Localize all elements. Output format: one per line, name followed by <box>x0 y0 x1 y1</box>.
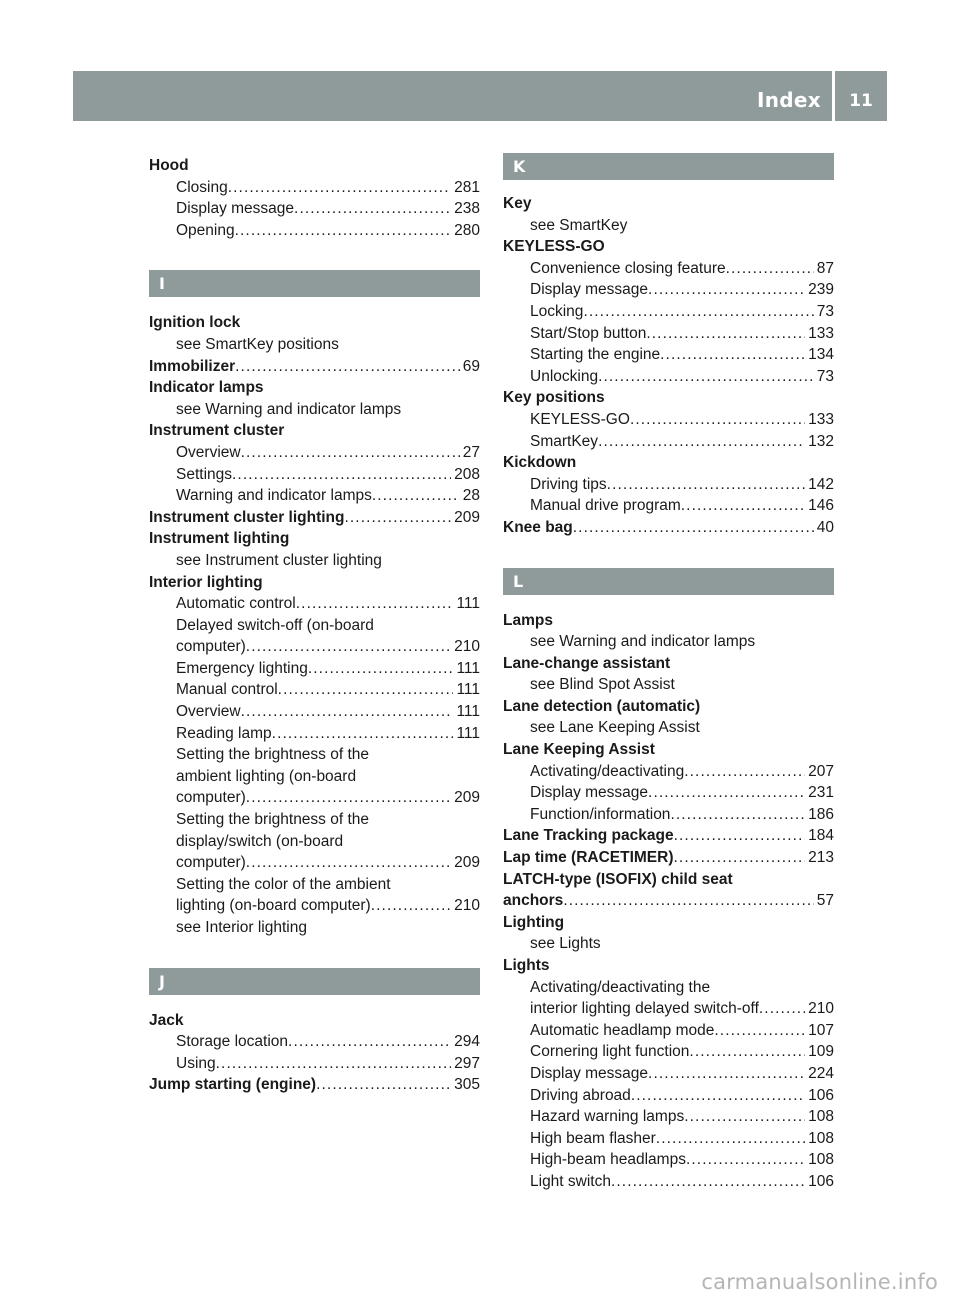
index-term <box>503 890 834 912</box>
subentry <box>503 804 834 826</box>
index-term <box>149 377 480 399</box>
entry-text: computer) <box>176 789 246 807</box>
dot-leader <box>686 1149 805 1171</box>
dot-leader <box>759 998 805 1020</box>
page-ref: 305 <box>454 1076 480 1094</box>
page-ref: 73 <box>816 367 834 385</box>
entry-text: Settings <box>176 465 233 483</box>
subentry <box>149 177 480 199</box>
cross-reference <box>503 717 834 739</box>
page-ref: 208 <box>454 465 480 483</box>
term-text: Lane-change assistant <box>503 654 671 672</box>
dot-leader <box>288 1031 451 1053</box>
subentry <box>503 258 834 280</box>
cross-reference <box>149 917 480 939</box>
dot-leader <box>598 366 814 388</box>
dot-leader <box>232 464 451 486</box>
index-entry <box>503 696 834 739</box>
index-column-left <box>149 152 480 1096</box>
index-term <box>149 507 480 529</box>
term-text: Key positions <box>503 389 605 407</box>
watermark: carmanualsonline.info <box>701 1270 938 1294</box>
page-ref: 238 <box>454 200 480 218</box>
section-letter-header: I <box>149 270 480 297</box>
index-term <box>503 610 834 632</box>
entry-text: Locking <box>530 302 584 320</box>
entry-text: High-beam headlamps <box>530 1151 686 1169</box>
term-text: Knee bag <box>503 518 573 536</box>
entry-text: Display message <box>530 1064 649 1082</box>
entry-text: Start/Stop button <box>530 324 647 342</box>
entry-text: SmartKey <box>530 432 599 450</box>
entry-text: Automatic control <box>176 595 296 613</box>
page-ref: 40 <box>816 518 834 536</box>
dot-leader <box>278 679 454 701</box>
dot-leader <box>714 1020 805 1042</box>
page-ref: 108 <box>808 1129 834 1147</box>
index-term <box>149 528 480 550</box>
entry-text: computer) <box>176 638 246 656</box>
term-text: Kickdown <box>503 454 577 472</box>
dot-leader <box>246 852 451 874</box>
subentry <box>149 701 480 723</box>
cross-reference <box>149 550 480 572</box>
index-section <box>149 155 480 241</box>
term-text: Lane Keeping Assist <box>503 741 655 759</box>
index-term <box>149 356 480 378</box>
entry-text: see Lights <box>530 935 601 953</box>
section-letter-header: J <box>149 968 480 995</box>
term-text: anchors <box>503 892 564 910</box>
page-ref: 184 <box>808 827 834 845</box>
index-section <box>149 968 480 1096</box>
dot-leader <box>216 1053 451 1075</box>
term-text: Instrument cluster <box>149 422 285 440</box>
entry-text: Display message <box>176 200 295 218</box>
subentry <box>149 787 480 809</box>
subentry <box>503 1041 834 1063</box>
index-entry <box>503 847 834 869</box>
index-term <box>503 193 834 215</box>
dot-leader <box>607 474 805 496</box>
entry-text: Activating/deactivating <box>530 762 685 780</box>
index-term <box>149 1010 480 1032</box>
entry-text: Starting the engine <box>530 346 661 364</box>
entry-text: see Instrument cluster lighting <box>176 551 382 569</box>
entry-text: see SmartKey positions <box>176 335 339 353</box>
subentry <box>503 1149 834 1171</box>
dot-leader <box>674 847 806 869</box>
index-term <box>149 1074 480 1096</box>
dot-leader <box>646 323 805 345</box>
index-entry <box>503 869 834 912</box>
entry-text: Display message <box>530 281 649 299</box>
page-ref: 133 <box>808 410 834 428</box>
index-section <box>503 153 834 539</box>
page-header <box>73 71 887 121</box>
page-ref: 106 <box>808 1172 834 1190</box>
subentry <box>149 679 480 701</box>
cross-reference <box>149 334 480 356</box>
subentry <box>149 485 480 507</box>
page-ref: 108 <box>808 1151 834 1169</box>
subentry <box>503 431 834 453</box>
entry-text: Manual drive program <box>530 497 681 515</box>
term-text: Lamps <box>503 611 553 629</box>
index-entry <box>149 528 480 571</box>
page-ref: 209 <box>454 789 480 807</box>
subentry <box>503 344 834 366</box>
subentry <box>503 1020 834 1042</box>
entry-text: Opening <box>176 221 235 239</box>
index-entry <box>503 610 834 653</box>
subentry-line: Setting the brightness of the <box>176 811 370 829</box>
page-ref: 111 <box>456 659 480 677</box>
term-text: Lap time (RACETIMER) <box>503 849 674 867</box>
entry-text: Reading lamp <box>176 724 272 742</box>
term-text: Lights <box>503 957 550 974</box>
dot-leader <box>573 517 814 539</box>
term-text: Jump starting (engine) <box>149 1076 317 1094</box>
entry-text: see Lane Keeping Assist <box>530 719 700 737</box>
subentry-line: Activating/deactivating the <box>530 978 711 996</box>
page-ref: 210 <box>808 1000 834 1018</box>
dot-leader <box>648 1063 805 1085</box>
page-ref: 108 <box>808 1108 834 1126</box>
entry-text: Cornering light function <box>530 1043 690 1061</box>
entry-text: Emergency lighting <box>176 659 308 677</box>
subentry <box>149 198 480 220</box>
dot-leader <box>656 1128 805 1150</box>
index-entry <box>503 955 834 1193</box>
dot-leader <box>684 1106 805 1128</box>
subentry-line: Setting the color of the ambient <box>176 875 391 893</box>
entry-text: see Blind Spot Assist <box>530 676 675 694</box>
cross-reference <box>149 399 480 421</box>
index-term <box>503 739 834 761</box>
subentry <box>149 636 480 658</box>
entry-text: Manual control <box>176 681 278 699</box>
entry-text: computer) <box>176 854 246 872</box>
dot-leader <box>241 442 460 464</box>
page-ref: 106 <box>808 1086 834 1104</box>
dot-leader <box>583 301 813 323</box>
page-ref: 57 <box>816 892 834 910</box>
page-ref: 111 <box>456 595 480 613</box>
page-ref: 111 <box>456 724 480 742</box>
dot-leader <box>272 723 454 745</box>
index-entry <box>149 572 480 939</box>
index-section <box>149 270 480 938</box>
section-letter-header: K <box>503 153 834 180</box>
index-term <box>503 825 834 847</box>
page-ref: 107 <box>808 1021 834 1039</box>
entry-text: Warning and indicator lamps <box>176 487 372 505</box>
page-ref: 69 <box>462 357 480 375</box>
page-ref: 109 <box>808 1043 834 1061</box>
subentry-line: Setting the brightness of the <box>176 746 370 764</box>
entry-text: Storage location <box>176 1033 289 1051</box>
index-entry <box>503 236 834 387</box>
index-term <box>149 420 480 442</box>
dot-leader <box>316 1074 451 1096</box>
subentry <box>503 761 834 783</box>
page-ref: 281 <box>454 178 480 196</box>
index-entry <box>149 1074 480 1096</box>
subentry <box>149 852 480 874</box>
index-entry <box>149 1010 480 1075</box>
page-ref: 231 <box>808 784 834 802</box>
term-text: Lane Tracking package <box>503 827 674 845</box>
subentry <box>149 658 480 680</box>
subentry-line: ambient lighting (on-board <box>176 767 357 785</box>
index-term <box>503 653 834 675</box>
subentry-line: display/switch (on-board <box>176 832 344 850</box>
dot-leader <box>235 356 460 378</box>
dot-leader <box>598 431 805 453</box>
entry-text: see SmartKey <box>530 216 628 234</box>
subentry <box>503 366 834 388</box>
entry-text: Unlocking <box>530 367 599 385</box>
entry-text: see Warning and indicator lamps <box>176 400 402 418</box>
dot-leader <box>294 198 451 220</box>
entry-text: lighting (on-board computer) <box>176 897 371 915</box>
dot-leader <box>296 593 454 615</box>
entry-text: KEYLESS-GO <box>530 410 630 428</box>
index-term <box>149 312 480 334</box>
index-term <box>503 912 834 934</box>
subentry <box>149 723 480 745</box>
term-text: Ignition lock <box>149 314 241 332</box>
subentry <box>503 782 834 804</box>
subentry <box>149 1031 480 1053</box>
dot-leader <box>246 636 451 658</box>
index-entry <box>149 312 480 355</box>
index-entry <box>149 420 480 506</box>
page-ref: 134 <box>808 346 834 364</box>
term-text: Lane detection (automatic) <box>503 697 701 715</box>
subentry <box>149 1053 480 1075</box>
subentry <box>503 301 834 323</box>
page-ref: 210 <box>454 897 480 915</box>
page-ref: 146 <box>808 497 834 515</box>
page-ref: 111 <box>456 703 480 721</box>
dot-leader <box>308 658 454 680</box>
entry-text: Driving abroad <box>530 1086 631 1104</box>
entry-text: Closing <box>176 178 228 196</box>
page-number: 11 <box>849 91 873 111</box>
index-section <box>503 568 834 1193</box>
index-term <box>503 517 834 539</box>
page-ref: 209 <box>454 508 480 526</box>
cross-reference <box>503 933 834 955</box>
dot-leader <box>674 825 806 847</box>
term-text: KEYLESS-GO <box>503 238 605 256</box>
header-divider <box>832 71 835 121</box>
index-entry <box>149 356 480 378</box>
dot-leader <box>660 344 805 366</box>
page-ref: 210 <box>454 638 480 656</box>
index-term <box>503 696 834 718</box>
page-ref: 209 <box>454 854 480 872</box>
index-term-line: LATCH-type (ISOFIX) child seat <box>503 870 733 888</box>
cross-reference <box>503 674 834 696</box>
header-title: Index <box>757 88 821 112</box>
index-entry <box>503 825 834 847</box>
subentry <box>149 593 480 615</box>
entry-text: see Warning and indicator lamps <box>530 633 756 651</box>
term-text: Indicator lamps <box>149 379 264 397</box>
index-entry <box>503 193 834 236</box>
index-term <box>149 155 480 177</box>
index-term <box>149 572 480 594</box>
term-text: Key <box>503 195 532 212</box>
index-entry <box>149 155 480 241</box>
term-text: Lighting <box>503 913 565 931</box>
entry-text: Function/information <box>530 805 671 823</box>
entry-text: Hazard warning lamps <box>530 1108 685 1126</box>
dot-leader <box>670 804 805 826</box>
dot-leader <box>648 782 805 804</box>
index-entry <box>503 517 834 539</box>
dot-leader <box>372 485 460 507</box>
subentry <box>503 279 834 301</box>
index-term <box>503 452 834 474</box>
page-ref: 73 <box>816 302 834 320</box>
subentry <box>503 1171 834 1193</box>
term-text: Immobilizer <box>149 357 236 375</box>
dot-leader <box>648 279 805 301</box>
subentry <box>503 1128 834 1150</box>
subentry-line: Delayed switch-off (on-board <box>176 616 374 634</box>
index-entry <box>503 653 834 696</box>
page-ref: 132 <box>808 432 834 450</box>
dot-leader <box>689 1041 805 1063</box>
term-text: Instrument lighting <box>149 530 290 548</box>
term-text: Hood <box>149 157 189 174</box>
entry-text: Overview <box>176 443 241 461</box>
dot-leader <box>611 1171 805 1193</box>
subentry <box>503 495 834 517</box>
page-ref: 133 <box>808 324 834 342</box>
dot-leader <box>684 761 805 783</box>
subentry <box>503 1085 834 1107</box>
section-letter-header: L <box>503 568 834 595</box>
subentry <box>149 220 480 242</box>
entry-text: see Interior lighting <box>176 919 307 936</box>
entry-text: High beam flasher <box>530 1129 656 1147</box>
entry-text: Display message <box>530 784 649 802</box>
index-term <box>503 387 834 409</box>
subentry <box>149 895 480 917</box>
index-term <box>503 847 834 869</box>
subentry <box>149 442 480 464</box>
index-entry <box>503 912 834 955</box>
page-ref: 224 <box>808 1064 834 1082</box>
subentry <box>503 1106 834 1128</box>
dot-leader <box>241 701 454 723</box>
cross-reference <box>503 631 834 653</box>
page-ref: 207 <box>808 762 834 780</box>
entry-text: Driving tips <box>530 475 607 493</box>
dot-leader <box>246 787 451 809</box>
subentry <box>503 998 834 1020</box>
index-term <box>503 955 834 977</box>
index-entry <box>149 507 480 529</box>
index-entry <box>503 739 834 825</box>
index-entry <box>503 452 834 517</box>
dot-leader <box>371 895 451 917</box>
page-ref: 111 <box>456 681 480 699</box>
dot-leader <box>631 1085 805 1107</box>
entry-text: Convenience closing feature <box>530 259 726 277</box>
dot-leader <box>344 507 451 529</box>
index-term <box>503 236 834 258</box>
entry-text: interior lighting delayed switch-off <box>530 1000 759 1018</box>
dot-leader <box>726 258 814 280</box>
page-ref: 239 <box>808 281 834 299</box>
entry-text: Overview <box>176 703 241 721</box>
entry-text: Using <box>176 1054 216 1072</box>
term-text: Instrument cluster lighting <box>149 508 345 526</box>
dot-leader <box>228 177 451 199</box>
page-ref: 28 <box>462 487 480 505</box>
cross-reference <box>503 215 834 237</box>
page-ref: 87 <box>816 259 834 277</box>
dot-leader <box>681 495 805 517</box>
dot-leader <box>235 220 452 242</box>
page-ref: 280 <box>454 221 480 239</box>
page-ref: 142 <box>808 475 834 493</box>
dot-leader <box>563 890 813 912</box>
index-entry <box>503 387 834 452</box>
page-ref: 294 <box>454 1033 480 1051</box>
entry-text: Light switch <box>530 1172 611 1190</box>
index-column-right <box>503 152 834 1193</box>
term-text: Interior lighting <box>149 573 263 591</box>
page-ref: 186 <box>808 805 834 823</box>
subentry <box>503 474 834 496</box>
page-ref: 297 <box>454 1054 480 1072</box>
subentry <box>503 1063 834 1085</box>
term-text: Jack <box>149 1011 184 1029</box>
subentry <box>503 409 834 431</box>
index-entry <box>149 377 480 420</box>
dot-leader <box>630 409 805 431</box>
page-ref: 213 <box>808 849 834 867</box>
entry-text: Automatic headlamp mode <box>530 1021 715 1039</box>
subentry <box>503 323 834 345</box>
subentry <box>149 464 480 486</box>
page-ref: 27 <box>462 443 480 461</box>
